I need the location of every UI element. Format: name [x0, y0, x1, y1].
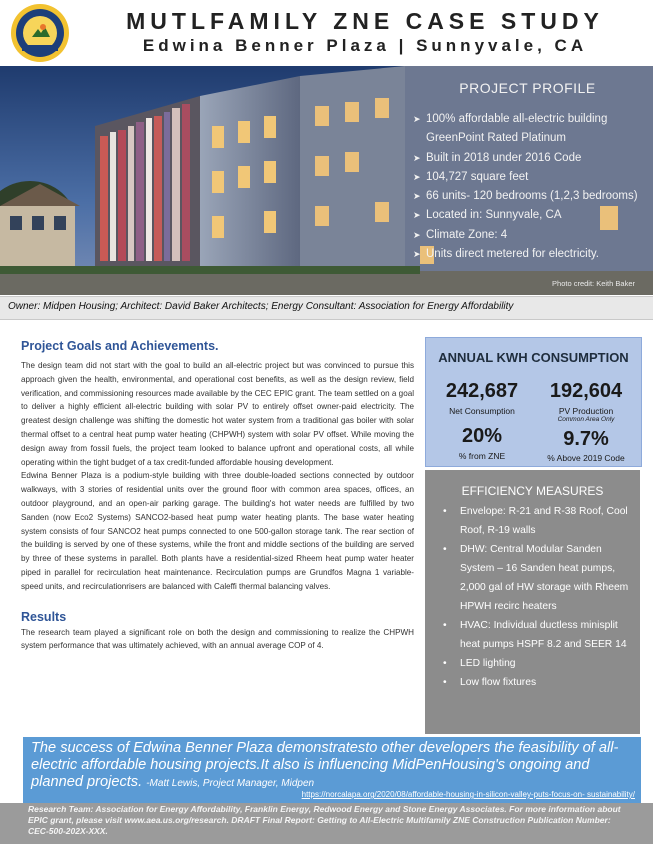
arrow-icon: ➤ [413, 171, 421, 182]
efficiency-item: • Envelope: R-21 and R-38 Roof, Cool Roof, R-19 walls [443, 502, 635, 540]
profile-item: ➤ Located in: Sunnyvale, CA [413, 206, 649, 225]
net-consumption-label: Net Consumption [449, 406, 515, 416]
profile-item: ➤ Units direct metered for electricity. [413, 245, 649, 264]
efficiency-heading: EFFICIENCY MEASURES [461, 484, 604, 498]
above-code-value: 9.7% [563, 428, 609, 450]
above-code-label: % Above 2019 Code [547, 453, 625, 463]
quote-paragraph [31, 740, 636, 792]
owner-banner [0, 296, 653, 320]
efficiency-item: • DHW: Central Modular Sanden System – 16 Sanden heat pumps, 2,000 gal of HW storage with Rheem HPWH recirc heaters [443, 540, 635, 616]
profile-item: ➤ 66 units- 120 bedrooms (1,2,3 bedrooms) [413, 187, 649, 206]
zne-percent-value: 20% [461, 425, 503, 447]
pv-production-sublabel: Common Area Only [557, 416, 615, 423]
goals-heading: Project Goals and Achievements. [21, 339, 219, 353]
zne-percent-label: % from ZNE [458, 451, 506, 461]
page-title: MUTLFAMILY ZNE CASE STUDY [126, 8, 604, 34]
results-paragraph: The research team played a significant role on both the design and commissioning to realize the CHPWH system performance that was ultimately achieved, with an annual average COP of 4. [21, 627, 414, 651]
pv-production-label: PV Production [558, 406, 614, 416]
efficiency-item: • LED lighting [443, 654, 635, 673]
profile-item: ➤ Climate Zone: 4 [413, 226, 649, 245]
arrow-icon: ➤ [413, 191, 421, 202]
goals-paragraph-2: Edwina Benner Plaza is a podium-style building with three double-loaded sections connected by outdoor walkways, with 3 stories of residential units over the ground floor with common area spaces, offices, an outdoor playground, and an open-air parking garage. The building's hot water needs are fulfilled by two Sanden (now Eco2 Systems) SANCO2-based heat pump water heating plants. The base water heating system consists of four SANCO2 heat pumps connected to one 500-gallon storage tank. The rear section of the building is served by one of these systems, while the front and middle sections of the building are served by three of these systems in parallel. Both plants have a residential-sized Rheem heat pump water heater piped in parallel for recirculation heat maintenance. Recirculation pumps are Grundfos Magna 1 variable-speed units, and recirculationrisers are balanced with Caleffi thermal balancing valves. [21, 471, 414, 591]
arrow-icon: ➤ [413, 114, 421, 124]
quote-box [23, 737, 641, 803]
owner-text: Owner: Midpen Housing; Architect: David Baker Architects; Energy Consultant: Association for Energy Affordability [8, 301, 514, 312]
efficiency-list [443, 502, 635, 692]
results-heading: Results [21, 609, 67, 624]
main-content [21, 339, 414, 653]
efficiency-measures-box [425, 470, 640, 734]
header [0, 0, 653, 66]
net-consumption-value: 242,687 [445, 380, 519, 402]
profile-item: ➤ 104,727 square feet [413, 168, 649, 187]
footer-text: Research Team: Association for Energy Affordability, Franklin Energy, Redwood Energy and Stone Energy Associates. For more information about EPIC grant, please visit www.aea.us.org/research. DRAFT Final Report: Getting to All-Electric Multifamily ZNE Construction Publication Number: CEC-500-202X-XXX. [28, 804, 621, 836]
page-subtitle: Edwina Benner Plaza | Sunnyvale, CA [142, 36, 588, 55]
project-profile [405, 78, 650, 293]
photo-credit: Photo credit: Keith Baker [552, 279, 635, 288]
arrow-icon: ➤ [413, 152, 421, 163]
profile-item: ➤ Built in 2018 under 2016 Code [413, 149, 649, 168]
profile-item-sub: GreenPoint Rated Platinum [426, 132, 566, 145]
energy-commission-seal-icon [10, 3, 70, 63]
quote-text: The success of Edwina Benner Plaza demonstratesto other developers the feasibility of all-electric affordable housing projects.It also is influencing MidPenHousing's ongoing and planned projects. [31, 740, 619, 790]
arrow-icon: ➤ [413, 210, 421, 221]
quote-source-link[interactable]: https://norcalapa.org/2020/08/affordable-housing-in-silicon-valley-puts-focus-on- sustainability/ [301, 790, 635, 799]
annual-kwh-heading: ANNUAL KWH CONSUMPTION [438, 350, 629, 365]
profile-item: ➤ 100% affordable all-electric building [413, 110, 649, 129]
efficiency-item: • HVAC: Individual ductless minisplit heat pumps HSPF 8.2 and SEER 14 [443, 616, 635, 654]
annual-kwh-box [425, 337, 642, 467]
arrow-icon: ➤ [413, 229, 421, 240]
efficiency-item: • Low flow fixtures [443, 673, 635, 692]
footer [0, 803, 653, 844]
pv-production-value: 192,604 [549, 380, 623, 402]
project-profile-list [413, 110, 649, 264]
arrow-icon: ➤ [413, 249, 421, 260]
quote-attribution: -Matt Lewis, Project Manager, Midpen [146, 778, 315, 789]
goals-paragraph-1: The design team did not start with the goal to build an all-electric project but was convinced to pursue this approach given the health, environmental, and operational cost benefits, as well as the design review, field verification, and commissioning resources made available by the CEC EPIC grant. The team settled on a goal to deliver a highly efficient all-electric building with solar PV to entirely offset owner-paid electricity. The greatest design challenge was shifting the domestic hot water system from a traditional gas boiler with solar thermal offset to a central heat pump water heating (CHPWH) system with solar PV offset. While moving the design away from fossil fuels, the project team looked to balance upfront and operational costs, all while operating within the tight budget of a tax credit-funded affordable housing development. [21, 361, 414, 467]
project-profile-heading: PROJECT PROFILE [459, 80, 596, 96]
